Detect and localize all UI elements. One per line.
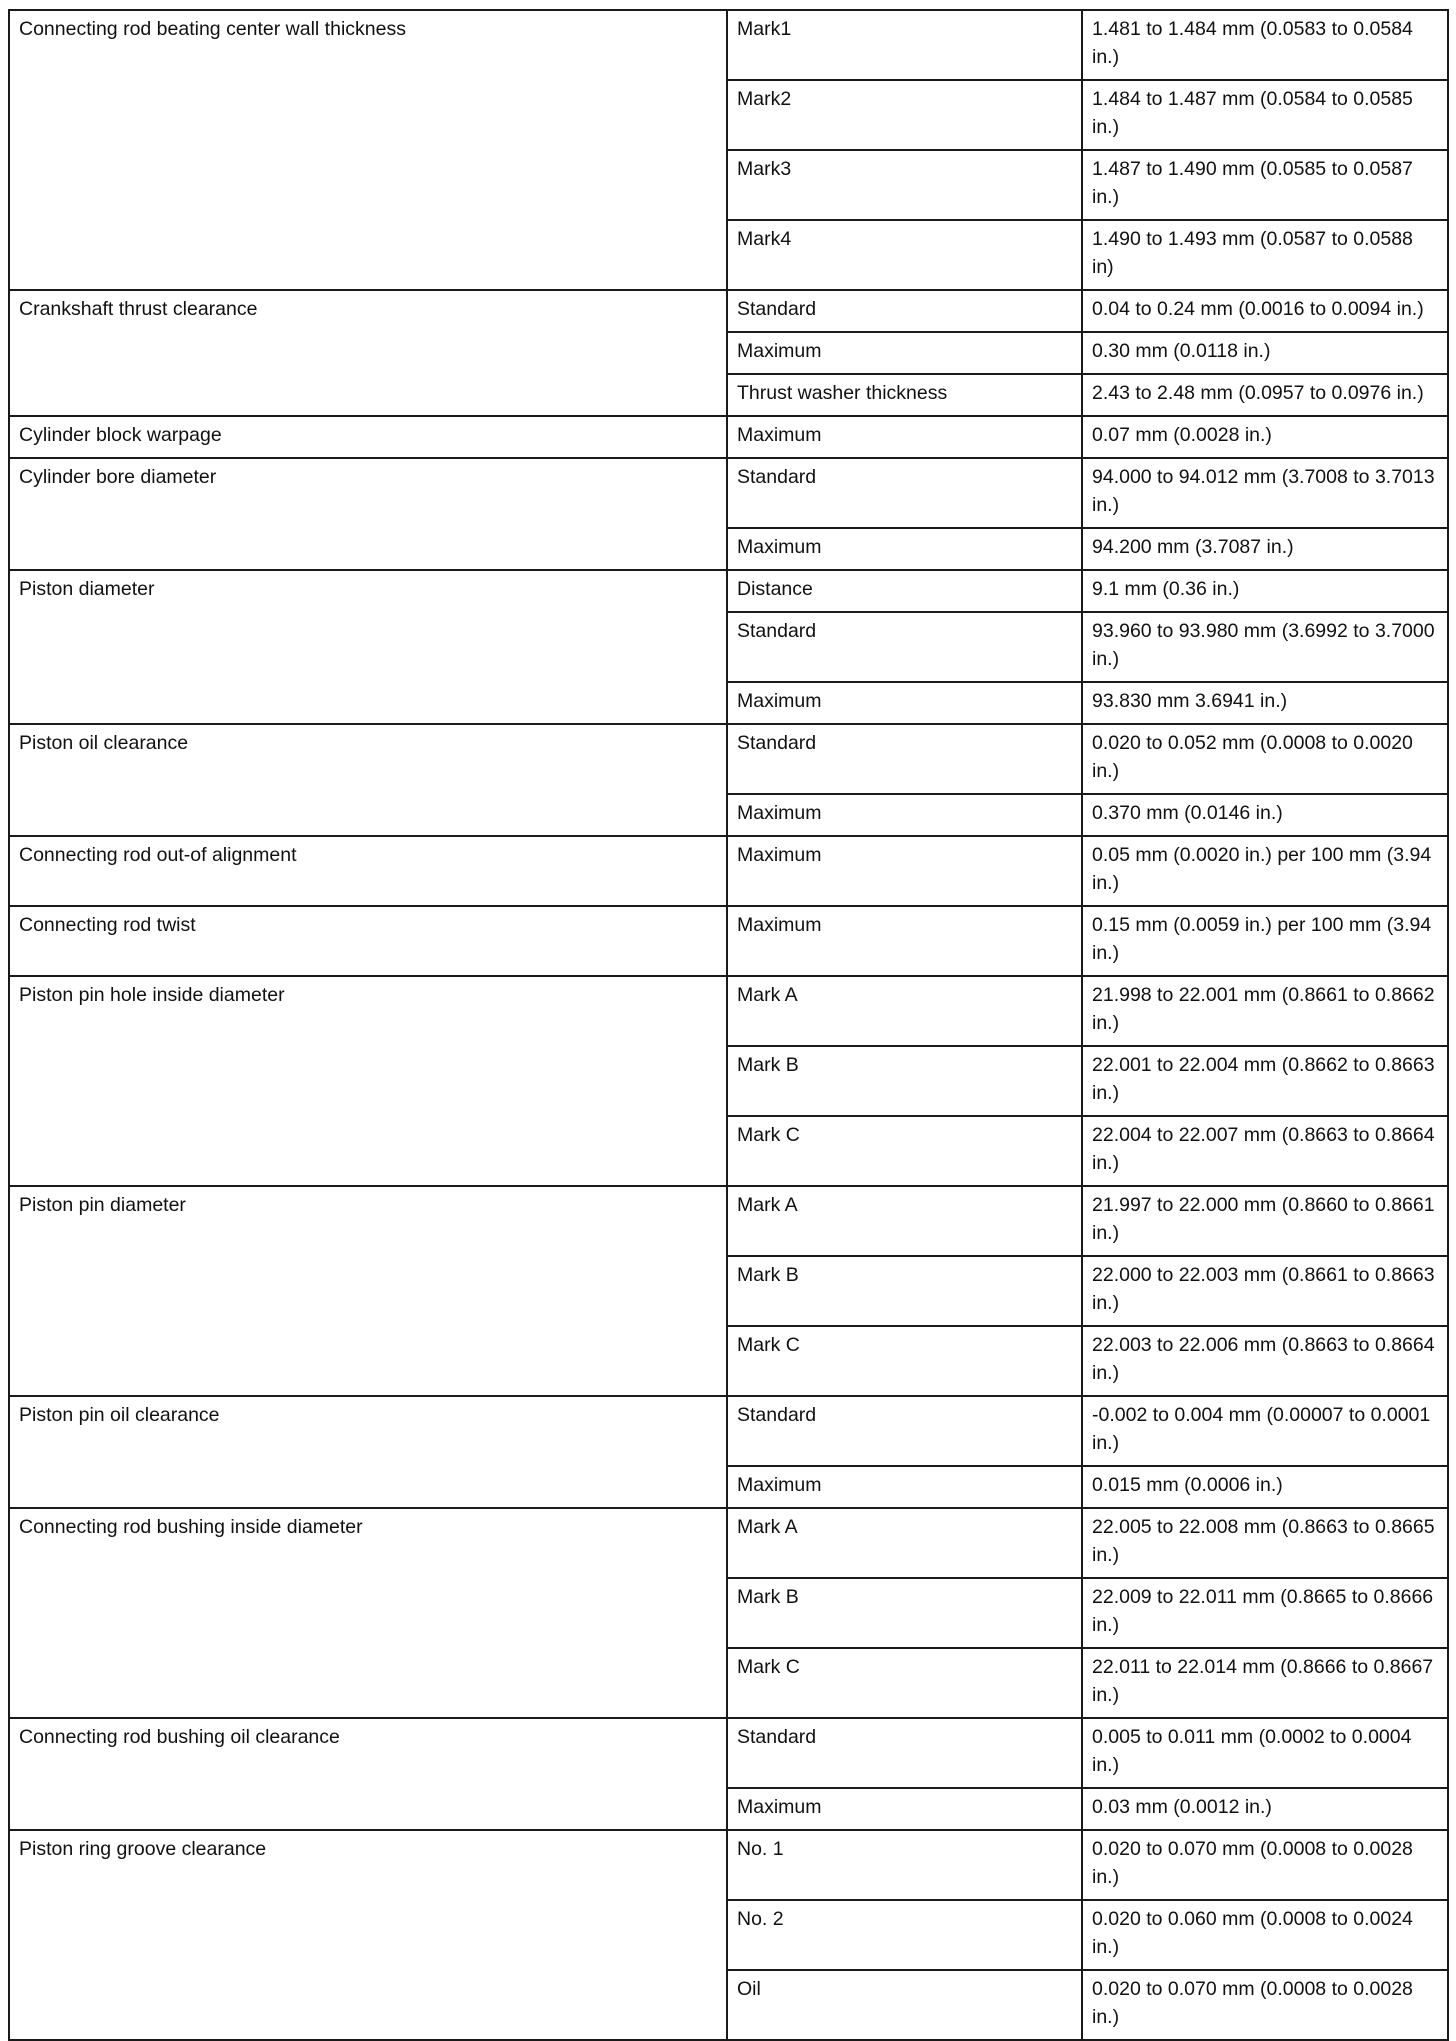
spec-value-cell: 22.011 to 22.014 mm (0.8666 to 0.8667 in.)	[1082, 1648, 1448, 1718]
table-row	[9, 1186, 1448, 1256]
spec-condition-cell: Mark A	[727, 1508, 1082, 1578]
spec-condition-cell: Maximum	[727, 528, 1082, 570]
spec-value-cell: 22.001 to 22.004 mm (0.8662 to 0.8663 in.)	[1082, 1046, 1448, 1116]
spec-value-cell: 0.05 mm (0.0020 in.) per 100 mm (3.94 in.)	[1082, 836, 1448, 906]
spec-value-cell: 0.30 mm (0.0118 in.)	[1082, 332, 1448, 374]
spec-value-cell: 22.004 to 22.007 mm (0.8663 to 0.8664 in.)	[1082, 1116, 1448, 1186]
spec-condition-cell: Mark C	[727, 1116, 1082, 1186]
spec-value-cell: 0.015 mm (0.0006 in.)	[1082, 1466, 1448, 1508]
spec-condition-cell: Mark1	[727, 10, 1082, 80]
spec-value-cell: 0.020 to 0.060 mm (0.0008 to 0.0024 in.)	[1082, 1900, 1448, 1970]
spec-value-cell: 0.370 mm (0.0146 in.)	[1082, 794, 1448, 836]
spec-condition-cell: Mark3	[727, 150, 1082, 220]
spec-condition-cell: Maximum	[727, 794, 1082, 836]
spec-condition-cell: Standard	[727, 290, 1082, 332]
spec-value-cell: 1.484 to 1.487 mm (0.0584 to 0.0585 in.)	[1082, 80, 1448, 150]
spec-value-cell: 9.1 mm (0.36 in.)	[1082, 570, 1448, 612]
table-row	[9, 10, 1448, 80]
table-row	[9, 1830, 1448, 1900]
spec-condition-cell: Standard	[727, 458, 1082, 528]
spec-value-cell: 0.07 mm (0.0028 in.)	[1082, 416, 1448, 458]
spec-value-cell: 1.490 to 1.493 mm (0.0587 to 0.0588 in)	[1082, 220, 1448, 290]
spec-condition-cell: No. 1	[727, 1830, 1082, 1900]
table-row	[9, 1396, 1448, 1466]
table-row	[9, 724, 1448, 794]
table-row	[9, 1718, 1448, 1788]
spec-condition-cell: Mark C	[727, 1326, 1082, 1396]
spec-condition-cell: Maximum	[727, 836, 1082, 906]
spec-value-cell: -0.002 to 0.004 mm (0.00007 to 0.0001 in.)	[1082, 1396, 1448, 1466]
spec-condition-cell: Mark4	[727, 220, 1082, 290]
spec-item-cell: Connecting rod beating center wall thickness	[9, 10, 727, 290]
spec-item-cell: Piston diameter	[9, 570, 727, 724]
table-row	[9, 1508, 1448, 1578]
spec-value-cell: 22.005 to 22.008 mm (0.8663 to 0.8665 in.)	[1082, 1508, 1448, 1578]
spec-value-cell: 93.960 to 93.980 mm (3.6992 to 3.7000 in.)	[1082, 612, 1448, 682]
table-row	[9, 570, 1448, 612]
spec-value-cell: 21.997 to 22.000 mm (0.8660 to 0.8661 in.)	[1082, 1186, 1448, 1256]
specification-table-body	[9, 10, 1448, 2040]
spec-value-cell: 22.000 to 22.003 mm (0.8661 to 0.8663 in.)	[1082, 1256, 1448, 1326]
spec-condition-cell: Maximum	[727, 1466, 1082, 1508]
spec-item-cell: Cylinder bore diameter	[9, 458, 727, 570]
spec-item-cell: Piston oil clearance	[9, 724, 727, 836]
spec-value-cell: 22.009 to 22.011 mm (0.8665 to 0.8666 in.)	[1082, 1578, 1448, 1648]
spec-condition-cell: Mark2	[727, 80, 1082, 150]
spec-value-cell: 21.998 to 22.001 mm (0.8661 to 0.8662 in.)	[1082, 976, 1448, 1046]
spec-value-cell: 22.003 to 22.006 mm (0.8663 to 0.8664 in.)	[1082, 1326, 1448, 1396]
spec-condition-cell: Mark B	[727, 1578, 1082, 1648]
spec-condition-cell: No. 2	[727, 1900, 1082, 1970]
spec-item-cell: Connecting rod out-of alignment	[9, 836, 727, 906]
spec-value-cell: 0.020 to 0.070 mm (0.0008 to 0.0028 in.)	[1082, 1970, 1448, 2040]
spec-item-cell: Connecting rod bushing inside diameter	[9, 1508, 727, 1718]
spec-value-cell: 94.000 to 94.012 mm (3.7008 to 3.7013 in.)	[1082, 458, 1448, 528]
spec-value-cell: 0.005 to 0.011 mm (0.0002 to 0.0004 in.)	[1082, 1718, 1448, 1788]
spec-value-cell: 94.200 mm (3.7087 in.)	[1082, 528, 1448, 570]
spec-condition-cell: Maximum	[727, 416, 1082, 458]
spec-condition-cell: Mark A	[727, 976, 1082, 1046]
spec-value-cell: 0.020 to 0.070 mm (0.0008 to 0.0028 in.)	[1082, 1830, 1448, 1900]
spec-condition-cell: Mark A	[727, 1186, 1082, 1256]
spec-item-cell: Connecting rod twist	[9, 906, 727, 976]
spec-value-cell: 93.830 mm 3.6941 in.)	[1082, 682, 1448, 724]
table-row	[9, 906, 1448, 976]
specification-table	[8, 9, 1449, 2041]
spec-value-cell: 1.487 to 1.490 mm (0.0585 to 0.0587 in.)	[1082, 150, 1448, 220]
table-row	[9, 458, 1448, 528]
spec-condition-cell: Mark B	[727, 1046, 1082, 1116]
spec-condition-cell: Thrust washer thickness	[727, 374, 1082, 416]
table-row	[9, 416, 1448, 458]
table-row	[9, 976, 1448, 1046]
spec-value-cell: 2.43 to 2.48 mm (0.0957 to 0.0976 in.)	[1082, 374, 1448, 416]
spec-condition-cell: Standard	[727, 612, 1082, 682]
spec-condition-cell: Maximum	[727, 332, 1082, 374]
spec-value-cell: 0.15 mm (0.0059 in.) per 100 mm (3.94 in.)	[1082, 906, 1448, 976]
table-row	[9, 290, 1448, 332]
spec-value-cell: 0.04 to 0.24 mm (0.0016 to 0.0094 in.)	[1082, 290, 1448, 332]
spec-value-cell: 0.020 to 0.052 mm (0.0008 to 0.0020 in.)	[1082, 724, 1448, 794]
spec-condition-cell: Oil	[727, 1970, 1082, 2040]
spec-condition-cell: Distance	[727, 570, 1082, 612]
spec-item-cell: Piston pin hole inside diameter	[9, 976, 727, 1186]
table-row	[9, 836, 1448, 906]
spec-condition-cell: Maximum	[727, 682, 1082, 724]
spec-item-cell: Piston pin oil clearance	[9, 1396, 727, 1508]
spec-item-cell: Piston pin diameter	[9, 1186, 727, 1396]
spec-value-cell: 1.481 to 1.484 mm (0.0583 to 0.0584 in.)	[1082, 10, 1448, 80]
spec-condition-cell: Standard	[727, 1718, 1082, 1788]
spec-value-cell: 0.03 mm (0.0012 in.)	[1082, 1788, 1448, 1830]
spec-item-cell: Cylinder block warpage	[9, 416, 727, 458]
spec-condition-cell: Maximum	[727, 1788, 1082, 1830]
spec-condition-cell: Mark B	[727, 1256, 1082, 1326]
spec-condition-cell: Mark C	[727, 1648, 1082, 1718]
spec-condition-cell: Standard	[727, 724, 1082, 794]
spec-condition-cell: Standard	[727, 1396, 1082, 1466]
spec-item-cell: Crankshaft thrust clearance	[9, 290, 727, 416]
spec-item-cell: Piston ring groove clearance	[9, 1830, 727, 2040]
spec-condition-cell: Maximum	[727, 906, 1082, 976]
spec-item-cell: Connecting rod bushing oil clearance	[9, 1718, 727, 1830]
